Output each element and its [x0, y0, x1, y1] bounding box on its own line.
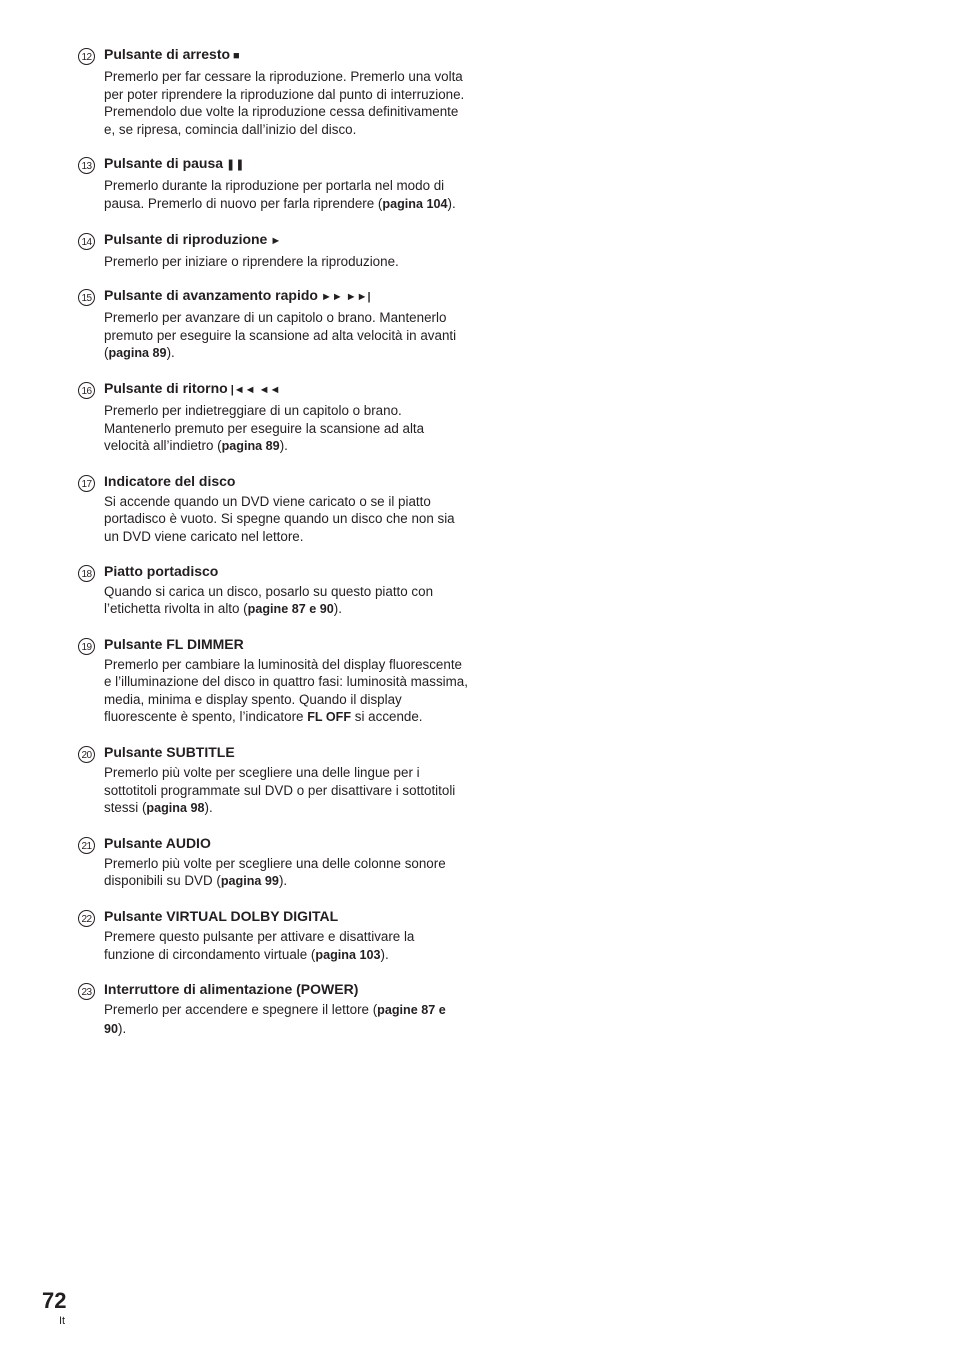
list-item — [78, 46, 468, 138]
item-number: 17 — [78, 475, 95, 492]
item-title: Pulsante di avanzamento rapido — [104, 287, 318, 304]
item-heading — [104, 155, 468, 174]
item-title: Pulsante di pausa — [104, 155, 224, 172]
description-text: Quando si carica un disco, posarlo su questo piatto con l’etichetta rivolta in alto ( — [104, 583, 434, 617]
description-text: ). — [279, 438, 288, 454]
item-heading — [104, 380, 468, 399]
item-title: Indicatore del disco — [104, 472, 236, 489]
item-heading — [104, 231, 468, 250]
item-title: Pulsante FL DIMMER — [104, 635, 244, 652]
item-heading — [104, 981, 468, 998]
item-description — [104, 68, 468, 138]
page-number: 72 — [42, 1288, 67, 1313]
description-text: Premerlo per avanzare di un capitolo o brano. Mantenerlo premuto per eseguire la scansione ad alta velocità in avanti ( — [104, 310, 457, 361]
description-text: Premerlo per cambiare la luminosità del display fluorescente e l’illuminazione del disco in quattro fasi: luminosità massima, media, minima e display spento. Quando il display fluorescente è spento, l’indicatore — [104, 656, 468, 725]
item-number: 13 — [78, 157, 95, 174]
item-heading — [104, 287, 468, 306]
item-number: 19 — [78, 638, 95, 655]
item-number: 12 — [78, 48, 95, 65]
item-heading — [104, 908, 468, 925]
emphasis-text: pagine 87 e 90 — [247, 602, 334, 617]
description-text: Premerlo per indietreggiare di un capitolo o brano. Mantenerlo premuto per eseguire la scansione ad alta velocità all’indietro ( — [104, 402, 425, 454]
description-text: Premere questo pulsante per attivare e disattivare la funzione di circondamento virtuale ( — [104, 929, 415, 962]
description-text: Premerlo più volte per scegliere una delle lingue per i sottotitoli programmate sul DVD o per disattivare i sottotitoli stessi ( — [104, 765, 456, 816]
item-description — [104, 764, 468, 818]
description-text: ). — [278, 873, 288, 889]
item-heading — [104, 46, 468, 65]
list-item — [78, 473, 468, 546]
description-text: ). — [118, 1020, 127, 1036]
item-description — [104, 1001, 468, 1038]
emphasis-text: pagina 104 — [382, 196, 448, 211]
button-symbol-icon: ► — [270, 234, 282, 247]
description-text: ). — [333, 601, 342, 617]
item-number: 20 — [78, 746, 95, 763]
item-title: Pulsante di arresto — [104, 46, 231, 62]
emphasis-text: pagina 98 — [146, 801, 205, 816]
list-item — [78, 380, 468, 456]
item-heading — [104, 744, 468, 761]
item-number: 23 — [78, 983, 95, 1000]
description-text: si accende. — [351, 709, 423, 725]
button-symbol-icon: ❚❚ — [226, 159, 245, 172]
description-text: Premerlo per iniziare o riprendere la riproduzione. — [104, 253, 399, 269]
description-text: ). — [204, 800, 213, 816]
list-item — [78, 155, 468, 213]
item-number: 16 — [78, 382, 95, 399]
item-description — [104, 855, 468, 891]
description-text: Premerlo più volte per scegliere una delle colonne sonore disponibili su DVD ( — [104, 855, 446, 889]
list-item — [78, 835, 468, 891]
item-description — [104, 177, 468, 213]
item-description — [104, 583, 468, 619]
item-title: Pulsante AUDIO — [104, 834, 211, 851]
item-number: 15 — [78, 289, 95, 306]
button-symbol-icon: |◄◄ ◄◄ — [230, 383, 281, 396]
description-text: Si accende quando un DVD viene caricato o se il piatto portadisco è vuoto. Si spegne quando un disco che non sia un DVD viene caricato nel lettore. — [104, 493, 455, 544]
item-description — [104, 309, 468, 363]
list-item — [78, 563, 468, 619]
description-text: ). — [447, 195, 456, 211]
item-title: Pulsante di ritorno — [104, 379, 228, 396]
item-description — [104, 928, 468, 964]
emphasis-text: pagina 103 — [315, 947, 381, 962]
item-description — [104, 253, 468, 271]
item-description — [104, 493, 468, 546]
item-title: Piatto portadisco — [104, 562, 219, 579]
item-description — [104, 656, 468, 727]
item-title: Interruttore di alimentazione (POWER) — [104, 981, 359, 998]
item-heading — [104, 835, 468, 852]
item-number: 18 — [78, 565, 95, 582]
list-item — [78, 981, 468, 1038]
language-code: It — [59, 1315, 66, 1327]
emphasis-text: pagina 89 — [108, 346, 167, 361]
item-title: Pulsante SUBTITLE — [104, 744, 235, 761]
list-item — [78, 287, 468, 363]
button-symbol-icon: ■ — [233, 50, 240, 62]
emphasis-text: pagina 99 — [220, 874, 279, 889]
button-symbol-icon: ►► ►►| — [320, 291, 371, 304]
item-list — [78, 46, 468, 1055]
item-number: 22 — [78, 910, 95, 927]
item-heading — [104, 563, 468, 580]
description-text: ). — [380, 946, 389, 962]
emphasis-text: FL OFF — [307, 710, 352, 725]
list-item — [78, 744, 468, 818]
list-item — [78, 231, 468, 271]
item-title: Pulsante di riproduzione — [104, 230, 268, 247]
description-text: Premerlo per far cessare la riproduzione. Premerlo una volta per poter riprendere la riproduzione dal punto di interruzione. Premendolo due volte la riproduzione cessa definitivamente e, se ripresa, comincia dall’inizio del disco. — [104, 69, 465, 137]
description-text: Premerlo per accendere e spegnere il lettore ( — [104, 1002, 378, 1018]
item-number: 14 — [78, 233, 95, 250]
item-number: 21 — [78, 837, 95, 854]
list-item — [78, 908, 468, 964]
item-heading — [104, 473, 468, 490]
description-text: Premerlo durante la riproduzione per portarla nel modo di pausa. Premerlo di nuovo per farla riprendere ( — [104, 178, 445, 211]
emphasis-text: pagine 87 e 90 — [104, 1003, 446, 1036]
item-heading — [104, 636, 468, 653]
list-item — [78, 636, 468, 727]
description-text: ). — [166, 345, 175, 361]
item-description — [104, 402, 468, 456]
emphasis-text: pagina 89 — [221, 439, 280, 454]
item-title: Pulsante VIRTUAL DOLBY DIGITAL — [104, 908, 339, 925]
